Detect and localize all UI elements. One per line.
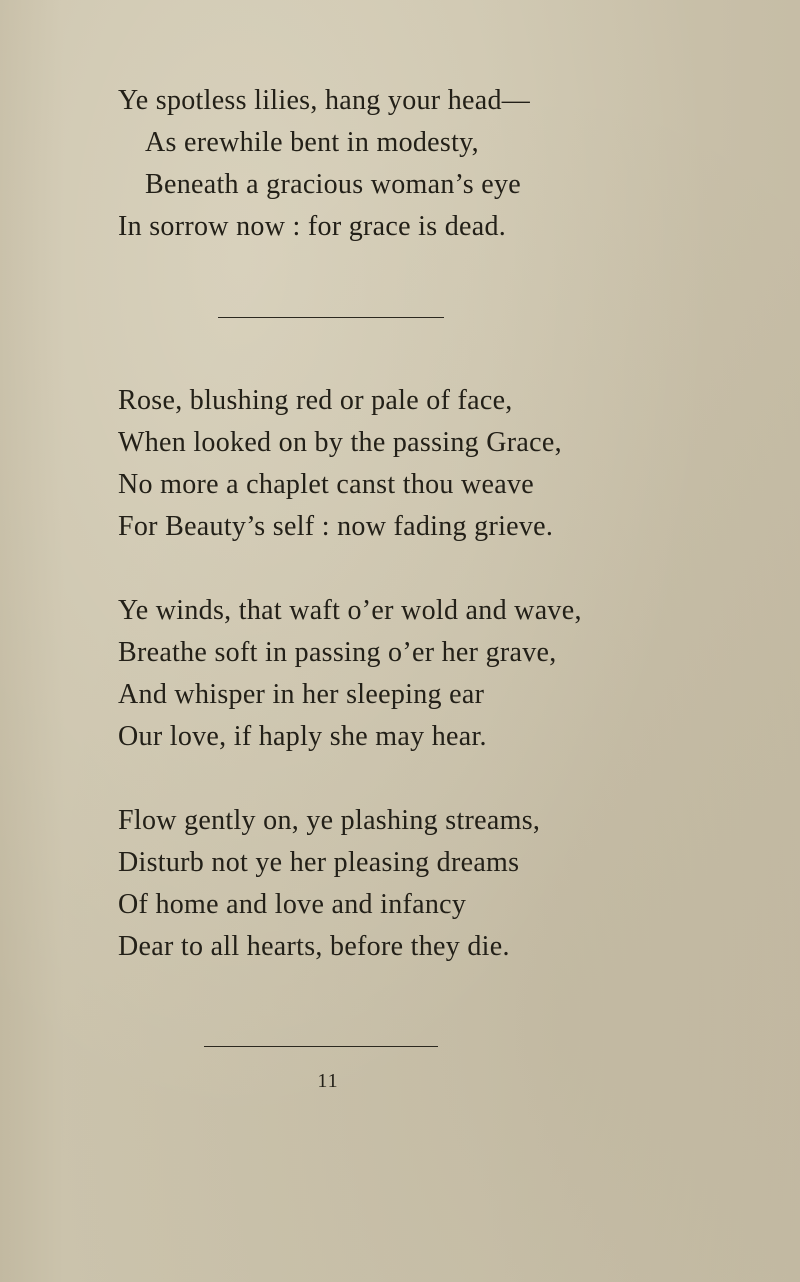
stanza-2-line-2: When looked on by the passing Grace,	[118, 427, 562, 458]
stanza-1-line-4: In sorrow now : for grace is dead.	[118, 211, 507, 242]
page-number: 11	[317, 1070, 339, 1092]
stanza-3-line-1: Ye winds, that waft o’er wold and wave,	[118, 595, 582, 626]
stanza-4-line-2: Disturb not ye her pleasing dreams	[118, 847, 520, 878]
stanza-2-line-3: No more a chaplet canst thou weave	[118, 469, 535, 500]
stanza-2-line-1: Rose, blushing red or pale of face,	[118, 385, 513, 416]
section-divider-top	[218, 317, 444, 318]
stanza-4-line-4: Dear to all hearts, before they die.	[118, 931, 510, 962]
stanza-2-line-4: For Beauty’s self : now fading grieve.	[118, 511, 554, 542]
stanza-3-line-3: And whisper in her sleeping ear	[118, 679, 485, 710]
stanza-1-line-1: Ye spotless lilies, hang your head—	[118, 85, 531, 116]
stanza-4-line-3: Of home and love and infancy	[118, 889, 467, 920]
section-divider-bottom	[204, 1046, 438, 1047]
stanza-3-line-2: Breathe soft in passing o’er her grave,	[118, 637, 557, 668]
stanza-4-line-1: Flow gently on, ye plashing streams,	[118, 805, 541, 836]
stanza-1-line-2: As erewhile bent in modesty,	[145, 127, 479, 158]
stanza-3-line-4: Our love, if haply she may hear.	[118, 721, 487, 752]
stanza-1-line-3: Beneath a gracious woman’s eye	[145, 169, 521, 200]
